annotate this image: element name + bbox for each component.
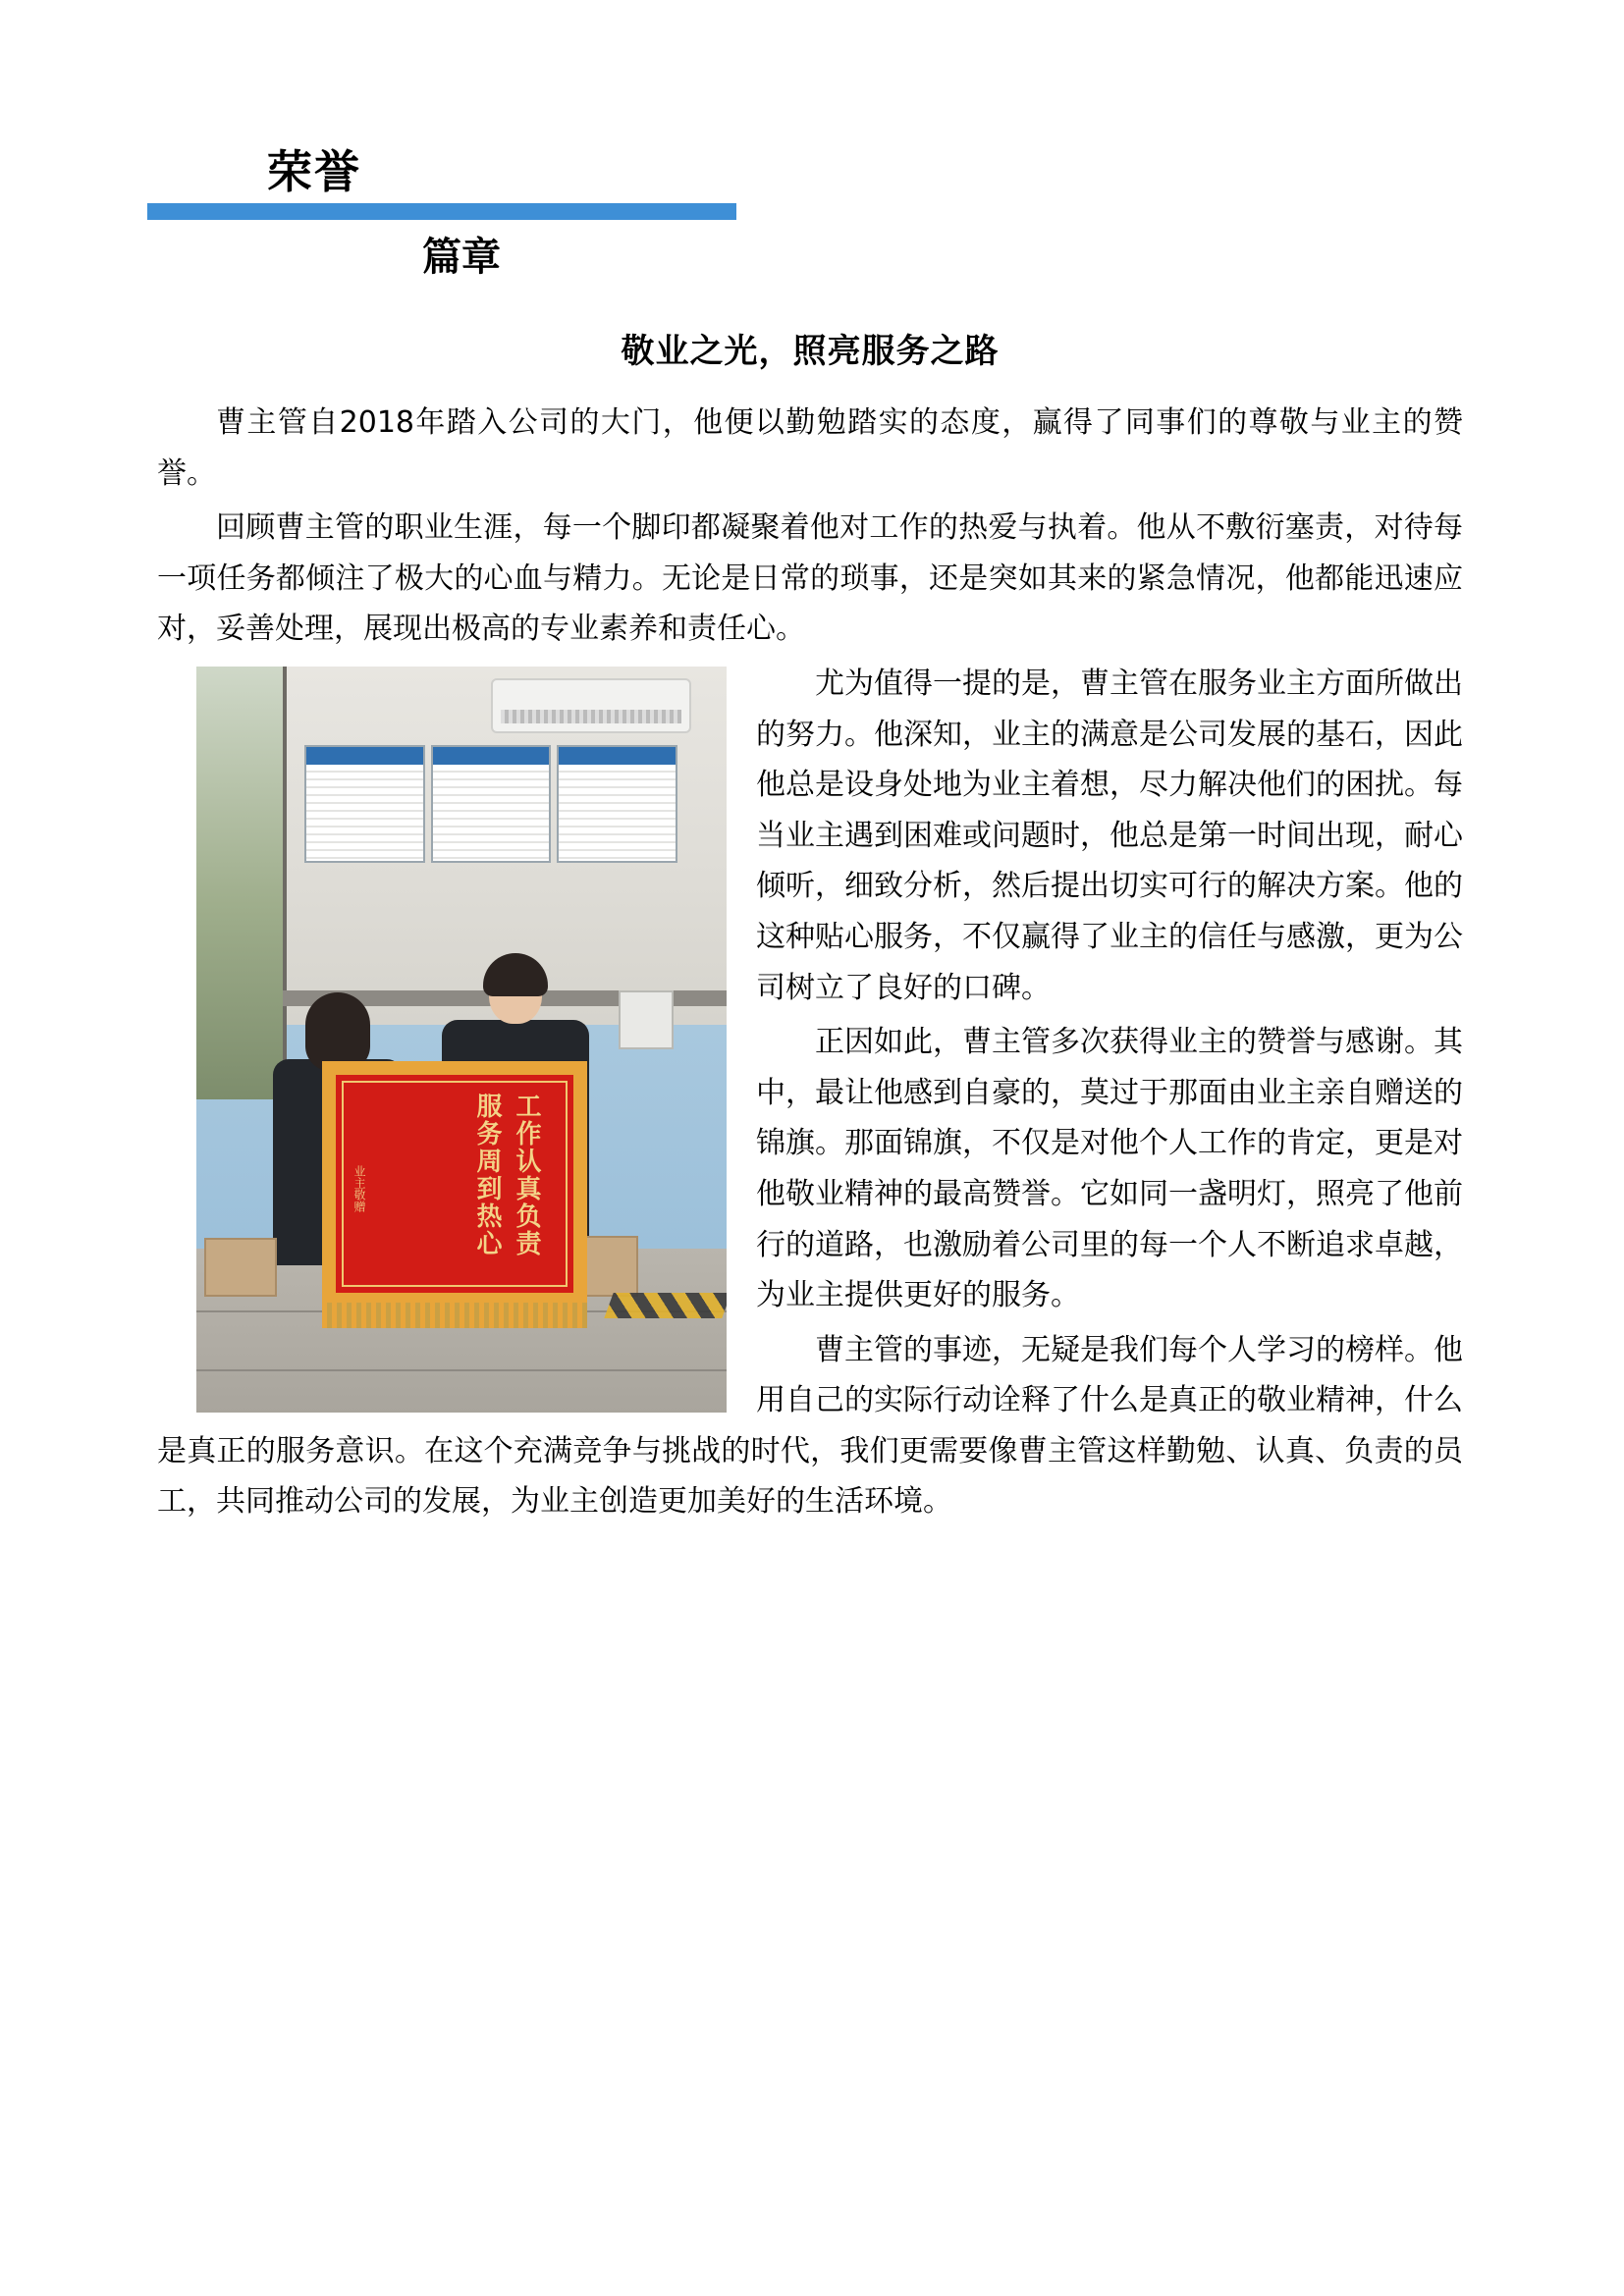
notice-board	[304, 745, 425, 863]
article-title: 敬业之光，照亮服务之路	[621, 332, 1000, 371]
person-head	[311, 1002, 364, 1063]
header-title-secondary: 篇章	[422, 233, 501, 280]
header-rule-bar	[147, 203, 736, 220]
article-photo-figure	[196, 667, 727, 1413]
person-hair	[305, 992, 370, 1071]
notice-board-body	[306, 765, 423, 861]
notice-board-header	[433, 747, 550, 765]
article-paragraph-1: 曹主管自2018年踏入公司的大门，他便以勤勉踏实的态度，赢得了同事们的尊敬与业主的赞誉。	[157, 405, 1463, 491]
photo-notice-boards	[304, 745, 677, 863]
wall-meter-box	[619, 990, 674, 1049]
award-banner-signature: 业主敬赠	[352, 1164, 366, 1212]
article-paragraph-3: 尤为值得一提的是，曹主管在服务业主方面所做出的努力。他深知，业主的满意是公司发展的基石，因此他总是设身处地为业主着想，尽力解决他们的困扰。每当业主遇到困难或问题时，他总是第一时间出现，耐心倾听，细致分析，然后提出切实可行的解决方案。他的这种贴心服务，不仅赢得了业主的信任与感激，更为公司树立了良好的口碑。	[756, 666, 1463, 1005]
header-title-primary: 荣誉	[267, 145, 361, 198]
notice-board-header	[559, 747, 676, 765]
article-paragraph-4: 正因如此，曹主管多次获得业主的赞誉与感谢。其中，最让他感到自豪的，莫过于那面由业主亲自赠送的锦旗。那面锦旗，不仅是对他个人工作的肯定，更是对他敬业精神的最高赞誉。它如同一盏明灯，照亮了他前行的道路，也激励着公司里的每一个人不断追求卓越，为业主提供更好的服务。	[756, 1025, 1463, 1313]
person-head	[489, 963, 542, 1024]
notice-board	[557, 745, 677, 863]
photo-award-banner	[196, 667, 727, 1413]
notice-board-header	[306, 747, 423, 765]
award-banner-flag	[322, 1061, 587, 1307]
air-conditioner-icon	[491, 678, 691, 733]
notice-board-body	[433, 765, 550, 861]
award-banner-fringe	[322, 1303, 587, 1328]
article-paragraph-2: 回顾曹主管的职业生涯，每一个脚印都凝聚着他对工作的热爱与执着。他从不敷衍塞责，对待每一项任务都倾注了极大的心血与精力。无论是日常的琐事，还是突如其来的紧急情况，他都能迅速应对，妥善处理，展现出极高的专业素养和责任心。	[157, 510, 1463, 647]
award-banner-text-line2: 服务周到热心	[472, 1092, 502, 1257]
cardboard-box	[204, 1238, 277, 1297]
award-banner-text-line1: 工作认真负责	[512, 1092, 541, 1257]
notice-board	[431, 745, 552, 863]
notice-board-body	[559, 765, 676, 861]
article-body	[157, 324, 1463, 1531]
honor-section-header	[147, 147, 756, 279]
article-paragraph-5: 曹主管的事迹，无疑是我们每个人学习的榜样。他用自己的实际行动诠释了什么是真正的敬业精神，什么是真正的服务意识。在这个充满竞争与挑战的时代，我们更需要像曹主管这样勤勉、认真、负责的员工，共同推动公司的发展，为业主创造更加美好的生活环境。	[157, 1332, 1463, 1520]
floor-hazard-stripe	[604, 1293, 727, 1318]
